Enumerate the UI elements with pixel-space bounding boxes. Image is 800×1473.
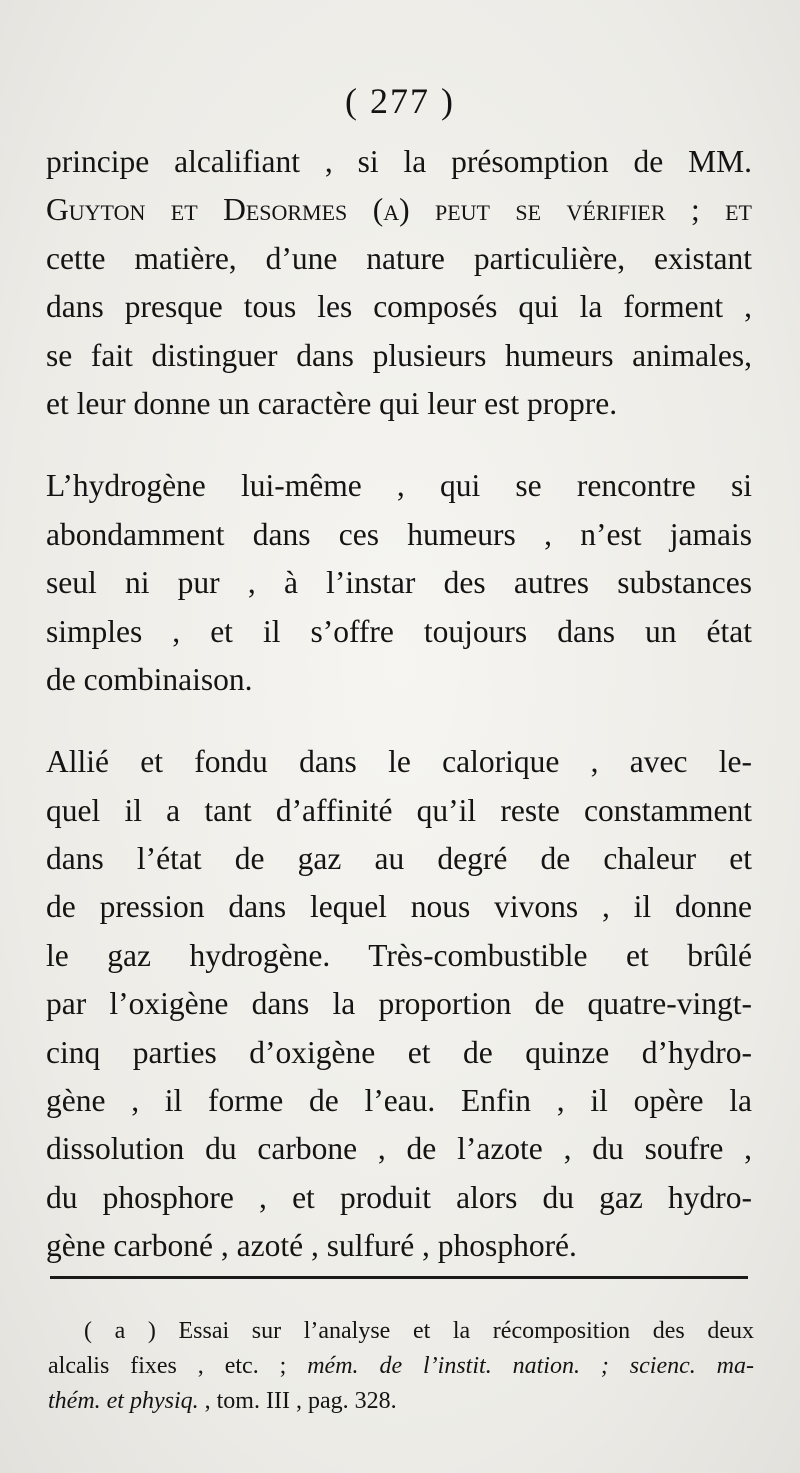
text-line: par l’oxigène dans la proportion de quatre-vingt-	[46, 986, 752, 1022]
text-line: le gaz hydrogène. Très-combustible et brûlé	[46, 937, 752, 973]
body-text	[46, 138, 752, 1271]
footnote-line: ( a ) Essai sur l’analyse et la récomposition des deux	[84, 1318, 754, 1344]
text-line: quel il a tant d’affinité qu’il reste constamment	[46, 792, 752, 828]
footnote-text: alcalis fixes , etc. ;	[48, 1353, 308, 1379]
footnote-citation: mém. de l’instit. nation. ; scienc. ma-	[307, 1353, 754, 1379]
footnote-divider	[50, 1276, 748, 1279]
text-line: simples , et il s’offre toujours dans un état	[46, 613, 752, 649]
text-line: seul ni pur , à l’instar des autres substances	[46, 565, 752, 601]
text-line: du phosphore , et produit alors du gaz hydro-	[46, 1179, 752, 1215]
text-line: cinq parties d’oxigène et de quinze d’hydro-	[46, 1034, 752, 1070]
paragraph-1	[46, 138, 752, 428]
text-line: et leur donne un caractère qui leur est propre.	[46, 385, 618, 421]
text-line: dissolution du carbone , de l’azote , du soufre ,	[46, 1131, 752, 1167]
text-line: Allié et fondu dans le calorique , avec le-	[46, 744, 752, 780]
paragraph-3	[46, 738, 752, 1270]
footnote-line	[48, 1349, 754, 1384]
text-line: gène carboné , azoté , sulfuré , phosphoré.	[46, 1228, 577, 1264]
text-line: principe alcalifiant , si la présomption de MM.	[46, 144, 752, 179]
paragraph-2	[46, 462, 752, 704]
footnote-text: , tom. III , pag. 328.	[204, 1388, 397, 1414]
text-line: gène , il forme de l’eau. Enfin , il opère la	[46, 1083, 752, 1119]
page-number: ( 277 )	[345, 81, 455, 121]
footnote-line	[48, 1384, 754, 1419]
text-line: dans presque tous les composés qui la forment ,	[46, 289, 752, 325]
text-line: de pression dans lequel nous vivons , il donne	[46, 889, 752, 925]
text-line: dans l’état de gaz au degré de chaleur et	[46, 841, 752, 877]
text-line: se fait distinguer dans plusieurs humeurs animales,	[46, 337, 752, 373]
text-line: Guyton et Desormes (a) peut se vérifier ; et	[46, 192, 752, 228]
text-line: de combinaison.	[46, 661, 253, 697]
footnote	[48, 1314, 754, 1419]
text-line: abondamment dans ces humeurs , n’est jamais	[46, 516, 752, 552]
text-line: cette matière, d’une nature particulière, existant	[46, 240, 752, 276]
text-line: L’hydrogène lui-même , qui se rencontre si	[46, 468, 752, 504]
footnote-citation: thém. et physiq.	[48, 1388, 205, 1414]
